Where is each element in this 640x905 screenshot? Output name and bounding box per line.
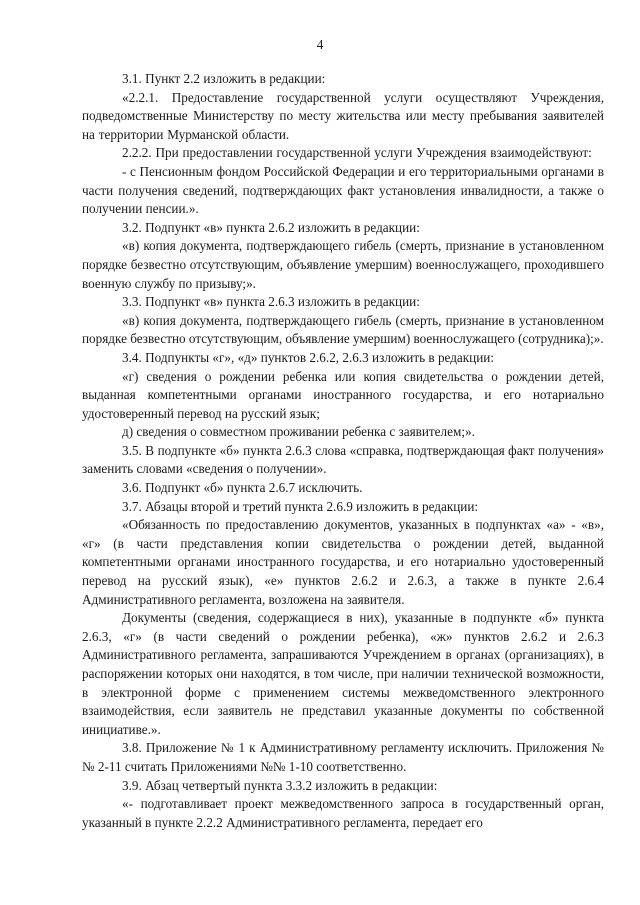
- paragraph: 3.6. Подпункт «б» пункта 2.6.7 исключить.: [122, 480, 363, 496]
- paragraph: 3.7. Абзацы второй и третий пункта 2.6.9 изложить в редакции:: [122, 498, 479, 514]
- paragraph: 3.8. Приложение № 1 к Административному регламенту исключить. Приложения №№ 2-11 считать Приложениями №№ 1-10 соответственно.: [82, 740, 604, 774]
- page-number: 4: [316, 37, 324, 52]
- paragraph: 3.3. Подпункт «в» пункта 2.6.3 изложить в редакции:: [122, 294, 420, 310]
- paragraph: «2.2.1. Предоставление государственной услуги осуществляют Учреждения, подведомственные Министерству по месту жительства или месту пребывания заявителей на территории Мурманской области.: [82, 89, 604, 142]
- paragraph: 3.2. Подпункт «в» пункта 2.6.2 изложить в редакции:: [122, 219, 420, 235]
- paragraph: 2.2.2. При предоставлении государственной услуги Учреждения взаимодействуют:: [122, 145, 592, 161]
- paragraph: - с Пенсионным фондом Российской Федерации и его территориальными органами в части получения сведений, подтверждающих факт установления инвалидности, а также о получении пенсии.».: [82, 163, 604, 217]
- paragraph: «- подготавливает проект межведомственного запроса в государственный орган, указанный в пункте 2.2.2 Административного регламента, передает его: [82, 796, 604, 830]
- document-body: [82, 70, 604, 832]
- paragraph: «г) сведения о рождении ребенка или копия свидетельства о рождении детей, выданная компетентными органами иностранного государства, и его нотариально удостоверенный перевод на русский язык;: [82, 368, 604, 421]
- paragraph: 3.1. Пункт 2.2 изложить в редакции:: [122, 71, 326, 86]
- paragraph: «в) копия документа, подтверждающего гибель (смерть, признание в установленном порядке безвестно отсутствующим, объявление умершим) военнослужащего (сотрудника);».: [82, 312, 604, 347]
- paragraph: 3.4. Подпункты «г», «д» пунктов 2.6.2, 2.6.3 изложить в редакции:: [122, 349, 495, 365]
- paragraph: д) сведения о совместном проживании ребенка с заявителем;».: [122, 424, 475, 440]
- paragraph: 3.9. Абзац четвертый пункта 3.3.2 изложить в редакции:: [122, 777, 438, 793]
- paragraph: «в) копия документа, подтверждающего гибель (смерть, признание в установленном порядке безвестно отсутствующим, объявление умершим) военнослужащего, проходившего военную службу по призыву;».: [82, 238, 604, 291]
- paragraph: «Обязанность по предоставлению документов, указанных в подпунктах «а» - «в», «г» (в части представления копии свидетельства о рождении детей, выданной компетентными органами иностранного государства, и его нотариально удостоверенный перевод на русский язык), «е» пунктов 2.6.2 и 2.6.3, а также в пункте 2.6.4 Административного регламента, возложена на заявителя.: [82, 517, 604, 607]
- paragraph: 3.5. В подпункте «б» пункта 2.6.3 слова «справка, подтверждающая факт получения» заменить словами «сведения о получении».: [82, 442, 604, 477]
- paragraph: Документы (сведения, содержащиеся в них), указанные в подпункте «б» пункта 2.6.3, «г» (в части сведений о рождении ребенка), «ж» пунктов 2.6.2 и 2.6.3 Административного регламента, запрашиваются Учреждением в органах (организациях), в распоряжении которых они находятся, в том числе, при наличии технической возможности, в электронной форме с применением системы межведомственного электронного взаимодействия, если заявитель не представил указанные документы по собственной инициативе.».: [82, 610, 604, 737]
